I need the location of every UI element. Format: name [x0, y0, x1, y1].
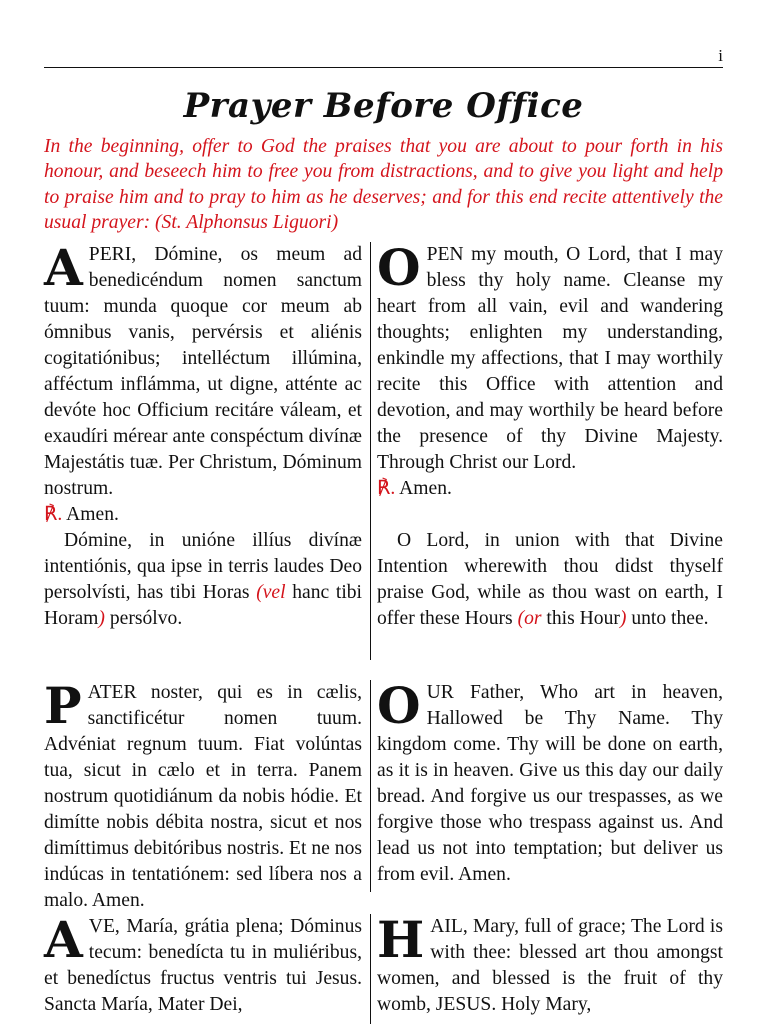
response-line	[377, 476, 723, 502]
response-symbol: ℟.	[377, 478, 396, 499]
page-title: Prayer Before Office	[183, 86, 584, 126]
column-divider	[370, 680, 371, 892]
aperi-latin-text: PERI, Dómine, os meum ad benedicéndum nomen sanctum tuum: munda quoque cor meum ab ómnibus vanis, pervérsis et aliénis cogitatiónibus; intelléctum illúmina, afféctum inflámma, ut digne, atténte ac devóte hoc Officium recitáre váleam, et exaudíri mérear ante conspéctum divínæ Majestátis tuæ. Per Christum, Dóminum nostrum.	[44, 244, 362, 499]
drop-cap: A	[44, 238, 83, 297]
rubric-or: (or	[517, 608, 542, 629]
ave-english-text: AIL, Mary, full of grace; The Lord is with thee: blessed art thou amongst women, and blessed is the fruit of thy womb, JESUS. Holy Mary,	[377, 916, 723, 1015]
aperi-latin	[44, 238, 362, 502]
domine-latin	[44, 528, 362, 632]
aperi-english	[377, 238, 723, 476]
drop-cap: A	[44, 910, 83, 969]
drop-cap: H	[377, 910, 425, 969]
latin-column	[44, 676, 362, 914]
column-divider	[370, 242, 371, 660]
response-text: Amen.	[62, 504, 119, 525]
intro-rubric: In the beginning, offer to God the praises that you are about to pour forth in his honour, and beseech him to free you from distractions, and to give you light and help to praise him and to pray to him as he deserves; and for this end recite attentively the usual prayer: (St. Alphonsus Liguori)	[44, 136, 723, 234]
domine-latin-before: Dómine, in unióne illíus divínæ intentiónis, qua ipse in terris laudes Deo persolvísti, has tibi Horas	[44, 530, 362, 603]
drop-cap: O	[377, 238, 421, 297]
drop-cap: P	[44, 676, 82, 735]
column-divider	[370, 914, 371, 1024]
ave-latin-text: VE, María, grátia plena; Dóminus tecum: benedícta tu in muliéribus, et benedíctus fructus ventris tui Jesus. Sancta María, Mater Dei,	[44, 916, 362, 1015]
rubric-vel: (vel	[256, 582, 286, 603]
english-column	[377, 238, 723, 632]
latin-column	[44, 910, 362, 1018]
rubric-close: )	[98, 608, 105, 629]
response-line	[44, 502, 362, 528]
domine-english-after: unto thee.	[626, 608, 709, 629]
latin-column	[44, 238, 363, 632]
aperi-section	[44, 238, 723, 660]
domine-english-middle: this Hour	[541, 608, 620, 629]
spacer	[377, 502, 723, 528]
pater-english-text: UR Father, Who art in heaven, Hallowed be Thy Name. Thy kingdom come. Thy will be done on earth, as it is in heaven. Give us this day our daily bread. And forgive us our trespasses, as we forgive those who trespass against us. And lead us not into temptation; but deliver us from evil. Amen.	[377, 682, 723, 885]
domine-english-before: O Lord, in union with that Divine Intention wherewith thou didst thyself praise God, while as thou wast on earth, I offer these Hours	[377, 530, 723, 629]
response-symbol: ℟.	[44, 504, 63, 525]
domine-latin-middle: hanc tibi Horam	[44, 582, 363, 629]
page-number: i	[718, 46, 723, 65]
response-text: Amen.	[395, 478, 452, 499]
pater-latin	[44, 676, 362, 914]
domine-latin-after: persólvo.	[104, 608, 183, 629]
drop-cap: O	[377, 676, 421, 735]
ave-latin	[44, 910, 362, 1018]
aperi-english-text: PEN my mouth, O Lord, that I may bless thy holy name. Cleanse my heart from all vain, evil and wandering thoughts; enlighten my understanding, enkindle my affections, that I may worthily recite this Office with attention and devotion, and may worthily be heard before the presence of thy Divine Majesty. Through Christ our Lord.	[377, 244, 723, 473]
pater-latin-text: ATER noster, qui es in cælis, sanctificétur nomen tuum. Advéniat regnum tuum. Fiat volúntas tua, sicut in cælo et in terra. Panem nostrum quotidiánum da nobis hódie. Et dimítte nobis débita nostra, sicut et nos dimíttimus debitóribus nostris. Et ne nos indúcas in tentatiónem: sed líbera nos a malo. Amen.	[44, 682, 362, 911]
domine-english	[377, 528, 723, 632]
ave-english	[377, 910, 723, 1018]
pater-section	[44, 676, 723, 911]
header-rule	[44, 67, 723, 68]
page	[44, 0, 723, 1024]
rubric-close: )	[619, 608, 627, 629]
english-column	[377, 676, 723, 888]
pater-english	[377, 676, 723, 888]
ave-section	[44, 910, 723, 1024]
english-column	[377, 910, 723, 1018]
